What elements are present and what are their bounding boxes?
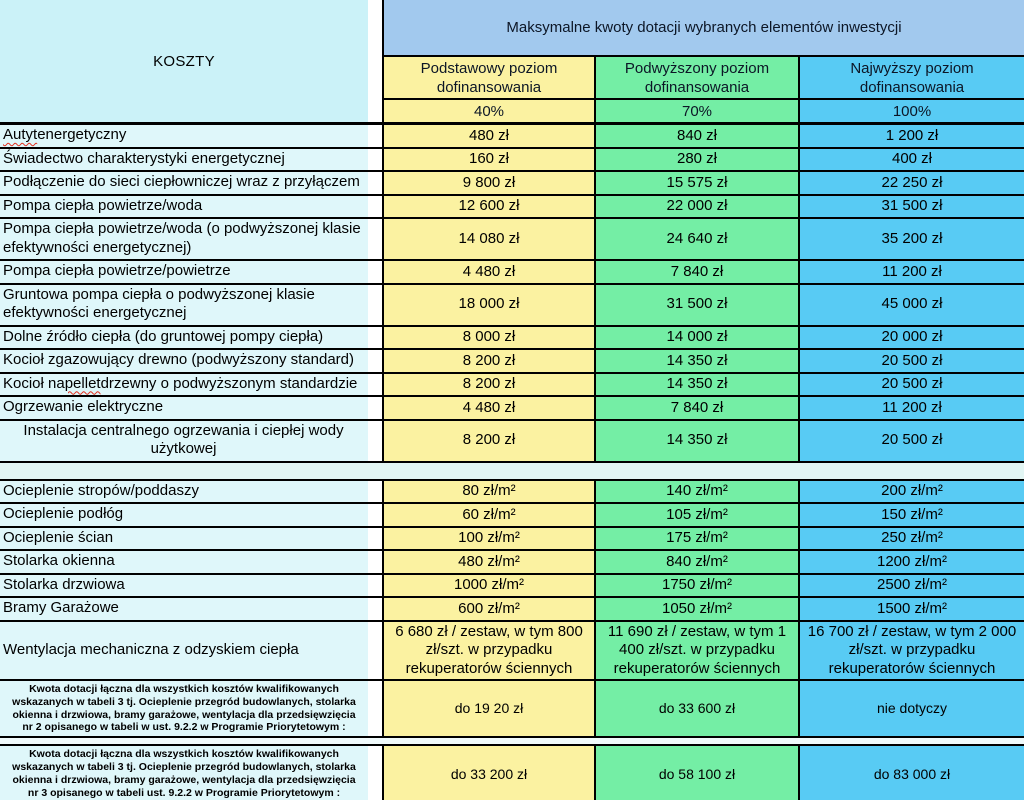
misspelled-word: pellet bbox=[64, 374, 101, 392]
row-label: Pompa ciepła powietrze/woda bbox=[0, 196, 368, 218]
value-cell-raised: do 33 600 zł bbox=[594, 681, 798, 736]
value-cell-basic: 14 080 zł bbox=[382, 219, 594, 259]
value-cell-basic: 12 600 zł bbox=[382, 196, 594, 218]
value-cell-basic: 9 800 zł bbox=[382, 172, 594, 194]
table-row bbox=[0, 528, 1024, 552]
value-cell-basic: 1000 zł/m² bbox=[382, 575, 594, 597]
value-cell-raised: 11 690 zł / zestaw, w tym 1 400 zł/szt. w przypadku rekuperatorów ściennych bbox=[594, 622, 798, 680]
table-row bbox=[0, 350, 1024, 374]
value-cell-highest: 20 500 zł bbox=[798, 350, 1024, 372]
row-label: Gruntowa pompa ciepła o podwyższonej klasie efektywności energetycznej bbox=[0, 285, 368, 325]
value-cell-basic: 6 680 zł / zestaw, w tym 800 zł/szt. w przypadku rekuperatorów ściennych bbox=[382, 622, 594, 680]
value-cell-highest: 400 zł bbox=[798, 149, 1024, 171]
label-gutter bbox=[368, 219, 382, 259]
row-label: Dolne źródło ciepła (do gruntowej pompy ciepła) bbox=[0, 327, 368, 349]
row-label: Stolarka okienna bbox=[0, 551, 368, 573]
value-cell-raised: 7 840 zł bbox=[594, 397, 798, 419]
label-gutter bbox=[368, 149, 382, 171]
row-label: Ocieplenie podłóg bbox=[0, 504, 368, 526]
value-cell-raised: 175 zł/m² bbox=[594, 528, 798, 550]
table-row bbox=[0, 172, 1024, 196]
label-gutter bbox=[368, 397, 382, 419]
value-cell-raised: 840 zł bbox=[594, 125, 798, 147]
value-cell-raised: 7 840 zł bbox=[594, 261, 798, 283]
value-cell-basic: 80 zł/m² bbox=[382, 481, 594, 503]
value-cell-highest: 1500 zł/m² bbox=[798, 598, 1024, 620]
value-cell-highest: 31 500 zł bbox=[798, 196, 1024, 218]
value-cell-highest: 250 zł/m² bbox=[798, 528, 1024, 550]
level-header-row bbox=[382, 57, 1024, 100]
value-cell-basic: 60 zł/m² bbox=[382, 504, 594, 526]
value-cell-basic: 18 000 zł bbox=[382, 285, 594, 325]
value-cell-highest: 20 500 zł bbox=[798, 421, 1024, 461]
label-gutter bbox=[368, 350, 382, 372]
value-cell-raised: 24 640 zł bbox=[594, 219, 798, 259]
value-cell-highest: 11 200 zł bbox=[798, 261, 1024, 283]
label-gutter bbox=[368, 551, 382, 573]
value-cell-raised: 14 350 zł bbox=[594, 421, 798, 461]
value-cell-raised: 140 zł/m² bbox=[594, 481, 798, 503]
table-row bbox=[0, 575, 1024, 599]
value-cell-basic: 160 zł bbox=[382, 149, 594, 171]
table-body bbox=[0, 125, 1024, 800]
label-gutter bbox=[368, 622, 382, 680]
value-cell-basic: 8 000 zł bbox=[382, 327, 594, 349]
value-cell-basic: 8 200 zł bbox=[382, 350, 594, 372]
label-gutter bbox=[368, 504, 382, 526]
label-gutter bbox=[368, 575, 382, 597]
table-row bbox=[0, 746, 1024, 800]
header-right-block bbox=[382, 0, 1024, 122]
spacer-row bbox=[0, 738, 1024, 746]
value-cell-basic: do 19 20 zł bbox=[382, 681, 594, 736]
row-label: Wentylacja mechaniczna z odzyskiem ciepła bbox=[0, 622, 368, 680]
row-label: Podłączenie do sieci ciepłowniczej wraz z przyłączem bbox=[0, 172, 368, 194]
table-row bbox=[0, 196, 1024, 220]
value-cell-basic: 8 200 zł bbox=[382, 374, 594, 396]
table-row bbox=[0, 219, 1024, 261]
value-cell-highest: 150 zł/m² bbox=[798, 504, 1024, 526]
value-cell-highest: 16 700 zł / zestaw, w tym 2 000 zł/szt. w przypadku rekuperatorów ściennych bbox=[798, 622, 1024, 680]
label-gutter bbox=[368, 481, 382, 503]
value-cell-raised: 840 zł/m² bbox=[594, 551, 798, 573]
row-label: Ocieplenie ścian bbox=[0, 528, 368, 550]
value-cell-raised: 31 500 zł bbox=[594, 285, 798, 325]
level-header-basic: Podstawowy poziom dofinansowania bbox=[382, 57, 594, 100]
row-label: Instalacja centralnego ogrzewania i ciepłej wody użytkowej bbox=[0, 421, 368, 461]
value-cell-highest: 2500 zł/m² bbox=[798, 575, 1024, 597]
table-row bbox=[0, 481, 1024, 505]
value-cell-basic: 600 zł/m² bbox=[382, 598, 594, 620]
table-row bbox=[0, 285, 1024, 327]
row-label: Ocieplenie stropów/poddaszy bbox=[0, 481, 368, 503]
label-gutter bbox=[368, 327, 382, 349]
level-header-raised: Podwyższony poziom dofinansowania bbox=[594, 57, 798, 100]
row-label: Pompa ciepła powietrze/woda (o podwyższonej klasie efektywności energetycznej) bbox=[0, 219, 368, 259]
table-row bbox=[0, 397, 1024, 421]
value-cell-highest: 11 200 zł bbox=[798, 397, 1024, 419]
value-cell-raised: 280 zł bbox=[594, 149, 798, 171]
table-row bbox=[0, 504, 1024, 528]
value-cell-highest: nie dotyczy bbox=[798, 681, 1024, 736]
label-gutter bbox=[368, 421, 382, 461]
label-gutter bbox=[368, 598, 382, 620]
row-label: Kwota dotacji łączna dla wszystkich kosztów kwalifikowanych wskazanych w tabeli 3 tj. Ocieplenie przegród budowlanych, stolarka okienna i drzwiowa, bramy garażowe, wentylacja dla przedsięwzięcia nr 2 opisanego w tabeli w ust. 9.2.2 w Programie Priorytetowym : bbox=[0, 681, 368, 736]
value-cell-basic: 8 200 zł bbox=[382, 421, 594, 461]
percent-raised: 70% bbox=[594, 100, 798, 122]
value-cell-raised: 14 350 zł bbox=[594, 374, 798, 396]
row-label: Autyt energetyczny bbox=[0, 125, 368, 147]
table-row bbox=[0, 149, 1024, 173]
table-row bbox=[0, 261, 1024, 285]
main-header-title: Maksymalne kwoty dotacji wybranych elementów inwestycji bbox=[382, 0, 1024, 57]
table-row bbox=[0, 598, 1024, 622]
label-gutter bbox=[368, 196, 382, 218]
value-cell-raised: 1050 zł/m² bbox=[594, 598, 798, 620]
label-gutter bbox=[368, 172, 382, 194]
value-cell-basic: 100 zł/m² bbox=[382, 528, 594, 550]
value-cell-highest: 200 zł/m² bbox=[798, 481, 1024, 503]
value-cell-highest: 20 500 zł bbox=[798, 374, 1024, 396]
label-gutter bbox=[368, 374, 382, 396]
value-cell-highest: do 83 000 zł bbox=[798, 746, 1024, 800]
value-cell-highest: 45 000 zł bbox=[798, 285, 1024, 325]
misspelled-word: Autyt bbox=[3, 126, 38, 143]
row-label: Bramy Garażowe bbox=[0, 598, 368, 620]
table-row bbox=[0, 421, 1024, 463]
costs-header-cell bbox=[0, 0, 382, 122]
percent-row bbox=[382, 100, 1024, 122]
row-label: Pompa ciepła powietrze/powietrze bbox=[0, 261, 368, 283]
level-header-highest: Najwyższy poziom dofinansowania bbox=[798, 57, 1024, 100]
value-cell-raised: do 58 100 zł bbox=[594, 746, 798, 800]
percent-basic: 40% bbox=[382, 100, 594, 122]
value-cell-raised: 22 000 zł bbox=[594, 196, 798, 218]
value-cell-basic: 480 zł/m² bbox=[382, 551, 594, 573]
value-cell-highest: 35 200 zł bbox=[798, 219, 1024, 259]
row-label: Kocioł zgazowujący drewno (podwyższony standard) bbox=[0, 350, 368, 372]
value-cell-basic: do 33 200 zł bbox=[382, 746, 594, 800]
table-row bbox=[0, 125, 1024, 149]
label-gutter bbox=[368, 528, 382, 550]
percent-highest: 100% bbox=[798, 100, 1024, 122]
row-label: Świadectwo charakterystyki energetycznej bbox=[0, 149, 368, 171]
row-label: Kocioł na pellet drzewny o podwyższonym standardzie bbox=[0, 374, 368, 396]
value-cell-highest: 1 200 zł bbox=[798, 125, 1024, 147]
label-gutter bbox=[368, 261, 382, 283]
table-header bbox=[0, 0, 1024, 125]
table-row bbox=[0, 622, 1024, 682]
value-cell-highest: 1200 zł/m² bbox=[798, 551, 1024, 573]
value-cell-highest: 20 000 zł bbox=[798, 327, 1024, 349]
value-cell-raised: 14 000 zł bbox=[594, 327, 798, 349]
row-label: Ogrzewanie elektryczne bbox=[0, 397, 368, 419]
label-gutter bbox=[368, 681, 382, 736]
table-row bbox=[0, 327, 1024, 351]
label-gutter bbox=[368, 125, 382, 147]
value-cell-raised: 105 zł/m² bbox=[594, 504, 798, 526]
value-cell-basic: 4 480 zł bbox=[382, 261, 594, 283]
value-cell-raised: 14 350 zł bbox=[594, 350, 798, 372]
value-cell-basic: 4 480 zł bbox=[382, 397, 594, 419]
row-label: Stolarka drzwiowa bbox=[0, 575, 368, 597]
row-label: Kwota dotacji łączna dla wszystkich kosztów kwalifikowanych wskazanych w tabeli 3 tj. Ocieplenie przegród budowlanych, stolarka okienna i drzwiowa, bramy garażowe, wentylacja dla przedsięwzięcia nr 3 opisanego w tabeli ust. 9.2.2 w Programie Priorytetowym : bbox=[0, 746, 368, 800]
spacer-row bbox=[0, 463, 1024, 481]
costs-header-label: KOSZTY bbox=[0, 0, 368, 122]
table-row bbox=[0, 551, 1024, 575]
label-gutter bbox=[368, 746, 382, 800]
value-cell-raised: 15 575 zł bbox=[594, 172, 798, 194]
value-cell-raised: 1750 zł/m² bbox=[594, 575, 798, 597]
value-cell-highest: 22 250 zł bbox=[798, 172, 1024, 194]
table-row bbox=[0, 681, 1024, 738]
label-gutter bbox=[368, 285, 382, 325]
table-row bbox=[0, 374, 1024, 398]
value-cell-basic: 480 zł bbox=[382, 125, 594, 147]
